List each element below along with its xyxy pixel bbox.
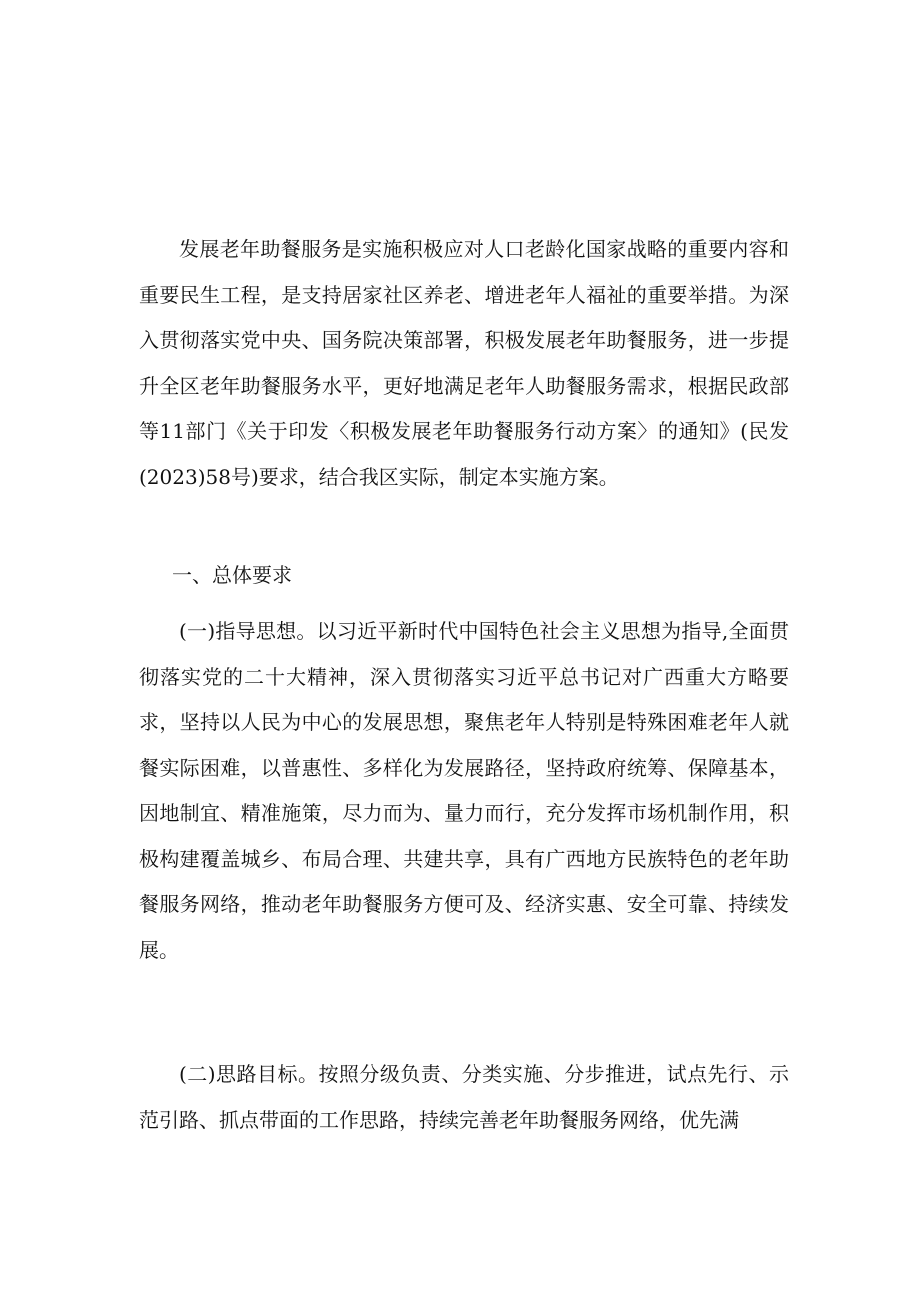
guiding-ideology-paragraph: (一)指导思想。以习近平新时代中国特色社会主义思想为指导,全面贯彻落实党的二十大精神，深入贯彻落实习近平总书记对广西重大方略要求，坚持以人民为中心的发展思想，聚焦老年人特别是特殊困难老年人就餐实际困难，以普惠性、多样化为发展路径，坚持政府统筹、保障基本，因地制宜、精准施策，尽力而为、量力而行，充分发挥市场机制作用，积极构建覆盖城乡、布局合理、共建共享，具有广西地方民族特色的老年助餐服务网络，推动老年助餐服务方便可及、经济实惠、安全可靠、持续发展。	[139, 619, 789, 962]
section-heading: 一、总体要求	[172, 563, 292, 587]
intro-paragraph: 发展老年助餐服务是实施积极应对人口老龄化国家战略的重要内容和重要民生工程，是支持居家社区养老、增进老年人福祉的重要举措。为深入贯彻落实党中央、国务院决策部署，积极发展老年助餐服务，进一步提升全区老年助餐服务水平，更好地满足老年人助餐服务需求，根据民政部等11部门《关于印发〈积极发展老年助餐服务行动方案〉的通知》(民发(2023)58号)要求，结合我区实际，制定本实施方案。	[139, 237, 789, 489]
goals-paragraph: (二)思路目标。按照分级负责、分类实施、分步推进，试点先行、示范引路、抓点带面的工作思路，持续完善老年助餐服务网络，优先满	[139, 1062, 789, 1132]
